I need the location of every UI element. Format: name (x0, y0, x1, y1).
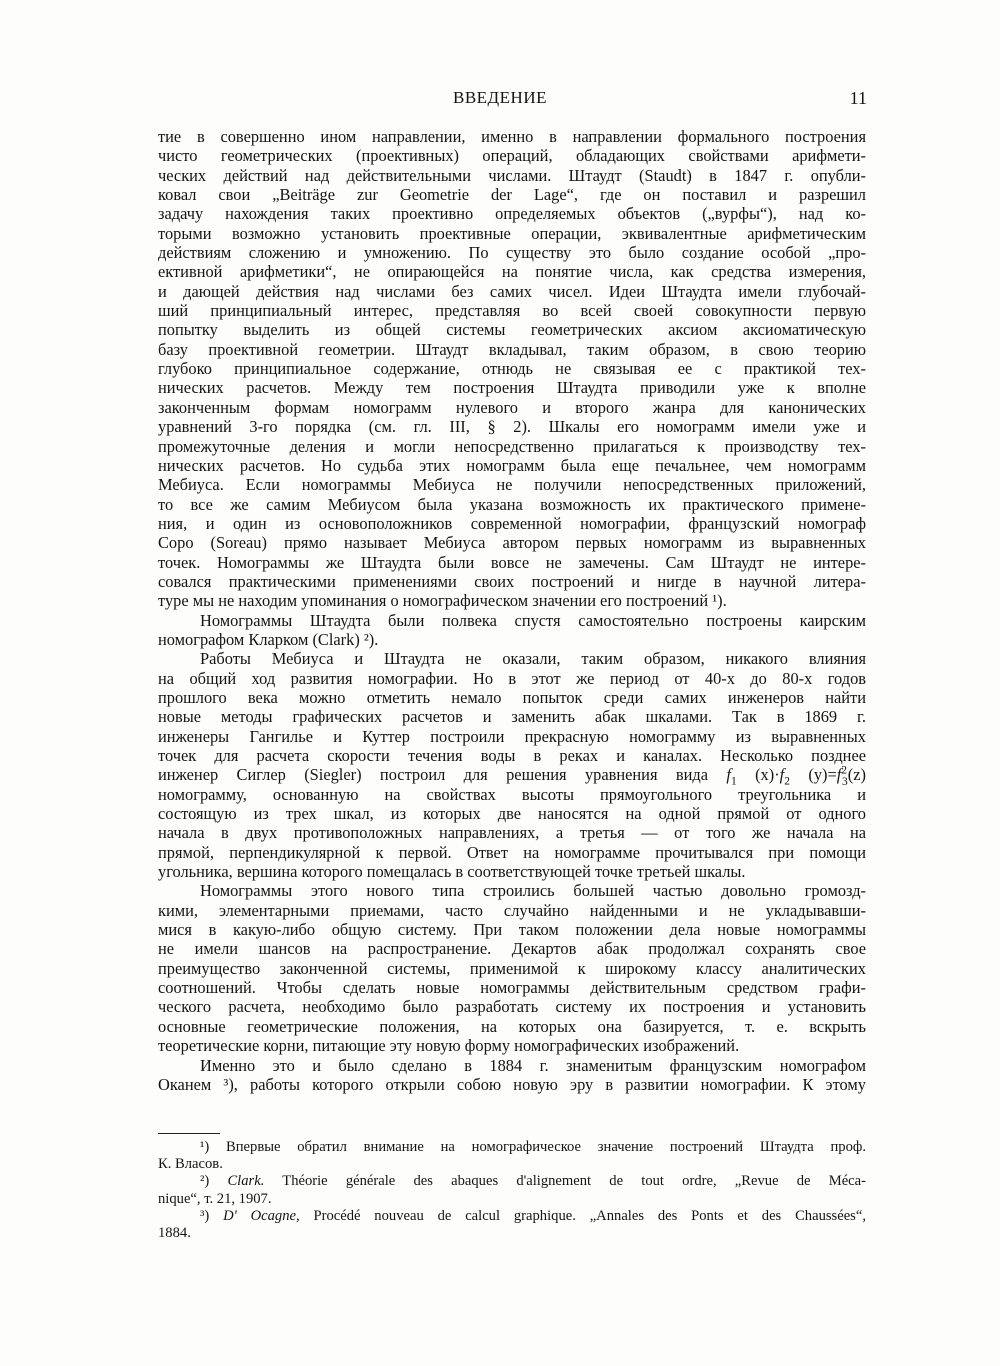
equation-lead-text: инженер Сиглер (Siegler) построил для решения уравнения вида (158, 765, 708, 785)
footnote-line: К. Власов. (158, 1156, 223, 1173)
footnote-author: D' Ocagne, (223, 1207, 300, 1224)
equation: $f_1$ $(x)\cdot f_2$ $(y)=f^2_3(z)$ (726, 764, 866, 788)
text-line: не имели шансов на распространение. Декартов абак продолжал сохранять свое (158, 939, 866, 959)
text-line: инженеры Гангилье и Куттер построили прекрасную номограмму из выравненных (158, 726, 866, 746)
text-line: прошлого века можно отметить немало попыток среди самих инженеров найти (158, 687, 866, 707)
text-line: Именно это и было сделано в 1884 г. знаменитым французским номографом (200, 1055, 866, 1075)
text-line: точек. Номограммы же Штаудта были вовсе не замечены. Сам Штаудт не интере- (158, 552, 866, 572)
text-line: мися в какую-либо общую систему. При таком положении дела новые номограммы (158, 920, 866, 940)
text-line: торыми возможно установить проективные операции, эквивалентные арифметическим (158, 223, 866, 243)
footnote-divider (158, 1133, 220, 1134)
text-line: ший принципиальный интерес, представляя во всей своей совокупности первую (158, 301, 866, 321)
text-line: Мебиуса. Если номограммы Мебиуса не получили непосредственных приложений, (158, 475, 866, 495)
text-line: законченным формам номограмм нулевого и второго жанра для канонических (158, 397, 866, 417)
text-line: тие в совершенно ином направлении, именно в направлении формального построения (158, 127, 866, 146)
footnote-line: ²) Clark. Théorie générale des abaques d'alignement de tout ordre, „Revue de Méca- (200, 1173, 866, 1190)
text-line: нических расчетов. Между тем построения Штаудта приводили уже к вполне (158, 378, 866, 398)
footnote-line: ³) D' Ocagne, Procédé nouveau de calcul graphique. „Annales des Ponts et des Chaussées“, (200, 1207, 866, 1224)
text-line: ния, и один из основоположников современной номографии, французский номограф (158, 513, 866, 533)
page-number: 11 (849, 88, 867, 108)
text-line: соотношений. Чтобы сделать новые номограммы действительным средством графи- (158, 978, 866, 998)
text-line: точек для расчета скорости течения воды в реках и каналах. Несколько позднее (158, 746, 866, 765)
footnote-marker: ²) (200, 1173, 210, 1190)
text-line: совался практическими применениями своих построений и нигде в научной литера- (158, 571, 866, 591)
text-line: Номограммы Штаудта были полвека спустя самостоятельно построены каирским (200, 610, 866, 630)
text-line: ческого расчета, необходимо было разработать систему их построения и установить (158, 997, 866, 1017)
text-line: промежуточные деления и могли непосредственно прилагаться к производству тех- (158, 436, 866, 456)
text-line: на общий ход развития номографии. Но в этот же период от 40-х до 80-х годов (158, 668, 866, 688)
text-line: преимущество законченной системы, применимой к широкому классу аналитических (158, 958, 866, 978)
text-line: номографом Кларком (Clark) ²). (158, 629, 379, 649)
text-line: попытку выделить из общей системы геометрических аксиом аксиоматическую (158, 320, 866, 340)
text-line: задачу нахождения таких проективно определяемых объектов („вурфы“), над ко- (158, 204, 866, 224)
footnote-line: ¹) Впервые обратил внимание на номографическое значение построений Штаудта проф. (200, 1139, 866, 1155)
text-line: туре мы не находим упоминания о номографическом значении его построений ¹). (158, 591, 727, 611)
footnote-author: Clark. (227, 1173, 265, 1190)
text-line: кими, элементарными приемами, часто случайно найденными и не укладывавши- (158, 900, 866, 920)
text-line: Оканем ³), работы которого открыли собою новую эру в развитии номографии. К этому (158, 1074, 866, 1094)
text-line: Номограммы этого нового типа строились большей частью довольно громозд- (200, 881, 866, 901)
footnotes (158, 1139, 866, 1242)
text-line: состоящую из трех шкал, из которых две наносятся на одной прямой от одного (158, 804, 866, 824)
text-line: теоретические корни, питающие эту новую форму номографических изображений. (158, 1036, 740, 1056)
footnote-marker: ³) (200, 1207, 210, 1224)
text-line: начала в двух противоположных направлениях, а третья — от того же начала на (158, 823, 866, 843)
footnote-line: nique“, т. 21, 1907. (158, 1190, 272, 1207)
text-line: ковал свои „Beiträge zur Geometrie der Lage“, где он поставил и разрешил (158, 185, 866, 205)
text-line: новые методы графических расчетов и заменить абак шкалами. Так в 1869 г. (158, 707, 866, 727)
text-line: номограмму, основанную на свойствах высоты прямоугольного треугольника и (158, 784, 866, 804)
text-line: базу проективной геометрии. Штаудт вкладывал, таким образом, в свою теорию (158, 339, 866, 359)
text-line: то все же самим Мебиусом была указана возможность их практического примене- (158, 494, 866, 514)
text-line: угольника, вершина которого помещалась в соответствующей точке третьей шкалы. (158, 862, 746, 882)
text-line: ективной арифметики“, не опирающейся на понятие числа, как средства измерения, (158, 262, 866, 282)
text-line: глубоко принципиальное содержание, отнюдь не связывая ее с практикой тех- (158, 359, 866, 379)
text-line: Coро (Soreau) прямо называет Мебиуса автором первых номограмм из выравненных (158, 533, 866, 553)
text-line: Работы Мебиуса и Штаудта не оказали, таким образом, никакого влияния (200, 649, 866, 669)
text-line: ческих действий над действительными числами. Штаудт (Staudt) в 1847 г. опубли- (158, 165, 866, 185)
text-line: действиям сложению и умножению. По существу это было создание особой „про- (158, 243, 866, 263)
footnote-line: 1884. (158, 1224, 191, 1241)
text-line: основные геометрические положения, на которых она базируется, т. е. вскрыть (158, 1016, 866, 1036)
body-text (158, 127, 866, 1094)
running-header-title: ВВЕДЕНИЕ (453, 88, 547, 107)
text-line: уравнений 3-го порядка (см. гл. III, § 2). Шкалы его номограмм имели уже и (158, 417, 866, 437)
text-line: и дающей действия над числами без самих чисел. Идеи Штаудта имели глубочай- (158, 281, 866, 301)
text-line-with-equation (158, 764, 866, 788)
text-line: нических расчетов. Но судьба этих номограмм была еще печальнее, чем номограмм (158, 455, 866, 475)
text-line: чисто геометрических (проективных) операций, обладающих свойствами арифмети- (158, 146, 866, 166)
text-line: прямой, перпендикулярной к первой. Ответ на номограмме прочитывался при помощи (158, 842, 866, 862)
